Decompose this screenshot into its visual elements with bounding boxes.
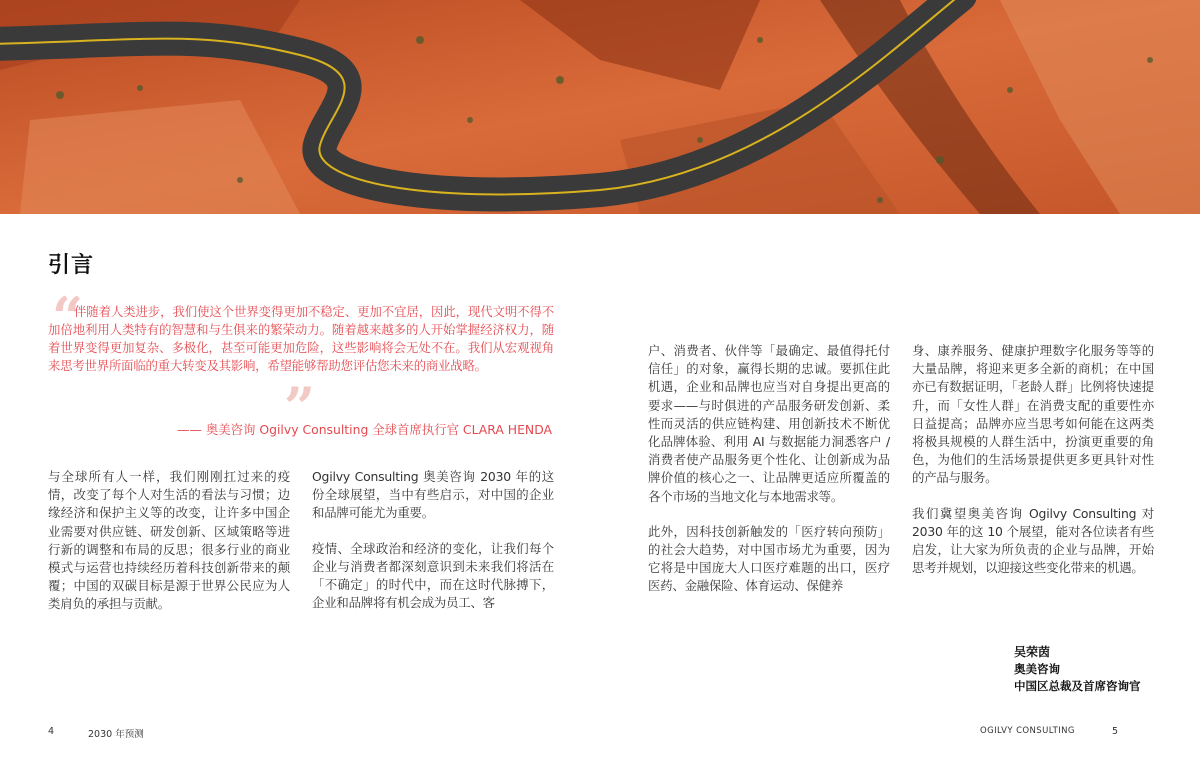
signature-company: 奥美咨询	[1014, 662, 1060, 676]
page-number-right: 5	[1112, 726, 1119, 737]
aerial-road-illustration	[0, 0, 1200, 214]
paragraph: 此外，因科技创新触发的「医疗转向预防」的社会大趋势，对中国市场尤为重要，因为它将是中国庞大人口医疗难题的出口，医疗医药、金融保险、体育运动、保健养	[648, 523, 890, 594]
footer-doc-title: 2030 年预测	[88, 729, 144, 740]
page-number-left: 4	[48, 726, 55, 737]
hero-photo	[0, 0, 1200, 214]
quote-close-mark: ”	[284, 375, 316, 439]
paragraph: 户、消费者、伙伴等「最确定、最值得托付信任」的对象，赢得长期的忠诚。要抓住此机遇，企业和品牌也应当对自身提出更高的要求——与时俱进的产品服务研发创新、柔性而灵活的供应链构建、用创新技术不断优化品牌体验、利用 AI 与数据能力洞悉客户 / 消费者使产品服务更个性化、让创新成为品牌价值的核心之一、让品牌更适应所覆盖的各个市场的当地文化与本地需求等。	[648, 343, 890, 504]
pull-quote: 伴随着人类进步，我们使这个世界变得更加不稳定、更加不宜居，因此，现代文明不得不加倍地利用人类特有的智慧和与生俱来的繁荣动力。随着越来越多的人开始掌握经济权力，随着世界变得更加复杂、多极化，甚至可能更加危险，这些影响将会无处不在。我们从宏观视角来思考世界所面临的重大转变及其影响，希望能够帮助您评估您未来的商业战略。	[48, 304, 554, 373]
signature-name: 吴荣茵	[1014, 645, 1051, 659]
quote-open-mark: “	[52, 285, 84, 349]
body-column-2	[312, 468, 554, 629]
signature-role: 中国区总裁及首席咨询官	[1014, 679, 1141, 693]
paragraph: 与全球所有人一样，我们刚刚扛过来的疫情，改变了每个人对生活的看法与习惯；边缘经济和保护主义等的改变，让许多中国企业需要对供应链、研发创新、区域策略等进行新的调整和布局的反思；很多行业的商业模式与运营也持续经历着科技创新带来的颠覆；中国的双碳目标是源于世界公民应为人类肩负的承担与贡献。	[48, 469, 290, 612]
paragraph: 疫情、全球政治和经济的变化，让我们每个企业与消费者都深刻意识到未来我们将活在「不确定」的时代中，而在这时代脉搏下，企业和品牌将有机会成为员工、客	[312, 540, 554, 611]
paragraph: 我们冀望奥美咨询 Ogilvy Consulting 对 2030 年的这 10 个展望，能对各位读者有些启发，让大家为所负责的企业与品牌，开始思考并规划，以迎接这些变化带来的机遇。	[912, 505, 1154, 576]
body-column-3	[648, 342, 890, 613]
signature-block	[1014, 644, 1141, 695]
quote-attribution: —— 奥美咨询 Ogilvy Consulting 全球首席执行官 CLARA HENDA	[177, 422, 552, 437]
paragraph: 身、康养服务、健康护理数字化服务等等的大量品牌，将迎来更多全新的商机；在中国亦已有数据证明，「老龄人群」比例将快速提升，而「女性人群」在消费支配的重要性亦日益提高；品牌亦应当思考如何能在这两类将极具规模的人群生活中，扮演更重要的角色，为他们的生活场景提供更多更具针对性的产品与服务。	[912, 343, 1154, 486]
section-title: 引言	[48, 253, 95, 278]
paragraph: Ogilvy Consulting 奥美咨询 2030 年的这份全球展望，当中有些启示，对中国的企业和品牌可能尤为重要。	[312, 469, 554, 521]
footer-brand: OGILVY CONSULTING	[980, 726, 1075, 736]
body-column-4	[912, 342, 1154, 594]
body-column-1	[48, 468, 290, 631]
